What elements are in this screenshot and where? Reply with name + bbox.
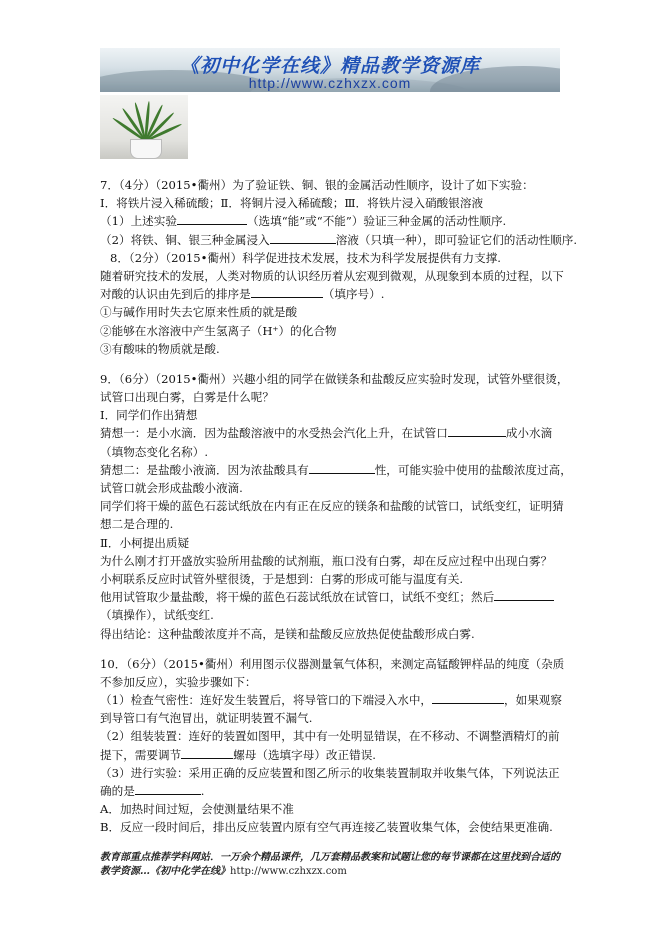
q9-line bbox=[100, 588, 570, 606]
q10-step bbox=[100, 691, 570, 709]
header-banner bbox=[100, 48, 560, 92]
q8-line bbox=[100, 285, 570, 303]
q10-stem: 10．（6分）（2015•衢州）利用图示仪器测量氧气体积，来测定高锰酸钾样品的纯度（杂质 bbox=[100, 656, 565, 671]
q7-part1-text: （选填“能”或“不能”）验证三种金属的活动性顺序. bbox=[246, 214, 507, 229]
q10-step: （3）进行实验：采用正确的反应装置和图乙所示的收集装置制取并收集气体，下列说法正 bbox=[100, 765, 560, 780]
q7-stem: 7．（4分）（2015•衢州）为了验证铁、铜、银的金属活动性顺序，设计了如下实验： bbox=[100, 178, 534, 192]
q7-part1 bbox=[100, 212, 570, 230]
q8-stem: 8．（2分）（2015•衢州）科学促进技术发展，技术为科学发展提供有力支撑. bbox=[110, 250, 501, 265]
q9-line: 想二是合理的. bbox=[100, 517, 174, 532]
q9-text: 他用试管取少量盐酸，将干燥的蓝色石蕊试纸放在试管口，试纸不变红；然后 bbox=[100, 590, 495, 605]
answer-blank bbox=[181, 746, 233, 759]
answer-blank bbox=[270, 231, 336, 244]
q10-text: . bbox=[200, 784, 205, 798]
answer-blank bbox=[432, 691, 504, 704]
q9-guess: 试管口就会形成盐酸小液滴. bbox=[100, 481, 243, 495]
q10-step bbox=[100, 782, 570, 800]
q10-text: 确的是 bbox=[100, 784, 135, 798]
q9-text: 性，可能实验中使用的盐酸浓度过高， bbox=[374, 462, 572, 477]
q8-option: ①与碱作用时失去它原来性质的就是酸 bbox=[100, 305, 298, 320]
banner-title: 《初中化学在线》精品教学资源库 bbox=[179, 55, 480, 77]
q9-guess bbox=[100, 424, 570, 442]
q9-line: 同学们将干燥的蓝色石蕊试纸放在内有正在反应的镁条和盐酸的试管口，试纸变红，证明猜 bbox=[100, 499, 564, 514]
q7-part2-text: 溶液（只填一种），即可验证它们的活动性顺序. bbox=[335, 232, 578, 247]
q9-guess bbox=[100, 461, 570, 479]
q7-steps: Ⅰ．将铁片浸入稀硫酸；Ⅱ．将铜片浸入稀硫酸；Ⅲ．将铁片浸入硝酸银溶液 bbox=[100, 196, 484, 211]
q8-option: ②能够在水溶液中产生氢离子（H⁺）的化合物 bbox=[100, 323, 337, 338]
q7-part1-text: （1）上述实验 bbox=[100, 214, 177, 229]
q8-line: 随着研究技术的发展，人类对物质的认识经历着从宏观到微观，从现象到本质的过程，以下 bbox=[100, 268, 564, 283]
document-body bbox=[100, 176, 578, 837]
footer-line: 教育部重点推荐学科网站．一万余个精品课件，几万套精品教案和试题让您的每节课都在这里找到合适的 bbox=[100, 852, 560, 863]
answer-blank bbox=[309, 461, 375, 474]
answer-blank bbox=[251, 285, 323, 298]
q9-conclusion: 得出结论：这种盐酸浓度并不高，是镁和盐酸反应放热促使盐酸形成白雾. bbox=[100, 626, 475, 641]
q7-part2 bbox=[100, 231, 578, 249]
q8-option: ③有酸味的物质就是酸. bbox=[100, 341, 220, 356]
q9-line: 为什么刚才打开盛放实验所用盐酸的试剂瓶，瓶口没有白雾，却在反应过程中出现白雾？ bbox=[100, 553, 553, 568]
page-footer bbox=[100, 851, 570, 879]
q9-stem: 9．（6分）（2015•衢州）兴趣小组的同学在做镁条和盐酸反应实验时发现，试管外壁很烫， bbox=[100, 371, 569, 386]
q9-text: 猜想一：是小水滴．因为盐酸溶液中的水受热会汽化上升，在试管口 bbox=[100, 426, 448, 441]
q10-stem: 不参加反应），实验步骤如下： bbox=[100, 674, 257, 689]
q9-section: Ⅱ．小柯提出质疑 bbox=[100, 535, 190, 550]
q10-text: ，如果观察 bbox=[504, 693, 562, 708]
answer-blank bbox=[177, 212, 247, 225]
answer-blank bbox=[448, 424, 506, 437]
answer-blank bbox=[494, 588, 554, 601]
q9-line: （填操作），试纸变红. bbox=[100, 608, 214, 623]
spacer bbox=[100, 358, 570, 370]
q10-option-b: B．反应一段时间后，排出反应装置内原有空气再连接乙装置收集气体，会使结果更准确. bbox=[100, 820, 553, 835]
q9-text: 成小水滴 bbox=[505, 426, 553, 441]
q10-text: （1）检查气密性：连好发生装置后，将导管口的下端浸入水中， bbox=[100, 693, 433, 708]
q10-step bbox=[100, 746, 570, 764]
q10-option-a: A．加热时间过短，会使测量结果不准 bbox=[100, 802, 294, 817]
q9-guess: （填物态变化名称）. bbox=[100, 444, 209, 459]
q10-step: 到导管口有气泡冒出，就证明装置不漏气. bbox=[100, 711, 313, 726]
q9-text: 猜想二：是盐酸小液滴．因为浓盐酸具有 bbox=[100, 462, 309, 477]
plant-pot bbox=[130, 139, 162, 159]
q9-line: 小柯联系反应时试管外壁很烫，于是想到：白雾的形成可能与温度有关. bbox=[100, 571, 464, 586]
plant-image bbox=[100, 95, 188, 159]
q9-section: Ⅰ．同学们作出猜想 bbox=[100, 408, 198, 423]
q8-text: （填序号）. bbox=[322, 287, 385, 302]
footer-link[interactable]: http://www.czhxzx.com bbox=[230, 866, 347, 877]
q8-text: 对酸的认识由先到后的排序是 bbox=[100, 287, 251, 302]
banner-url[interactable]: http://www.czhxzx.com bbox=[248, 75, 412, 91]
q7-part2-text: （2）将铁、铜、银三种金属浸入 bbox=[100, 232, 270, 247]
answer-blank bbox=[135, 782, 201, 795]
footer-line bbox=[100, 865, 570, 879]
q10-step: （2）组装装置：连好的装置如图甲，其中有一处明显错误，在不移动、不调整酒精灯的前 bbox=[100, 729, 560, 744]
q9-stem: 试管口出现白雾，白雾是什么呢？ bbox=[100, 390, 274, 405]
spacer bbox=[100, 643, 570, 655]
q10-text: 螺母（选填字母）改正错误. bbox=[233, 747, 376, 762]
q10-text: 提下，需要调节 bbox=[100, 747, 182, 762]
footer-text: 教学资源…《初中化学在线》 bbox=[100, 866, 230, 877]
